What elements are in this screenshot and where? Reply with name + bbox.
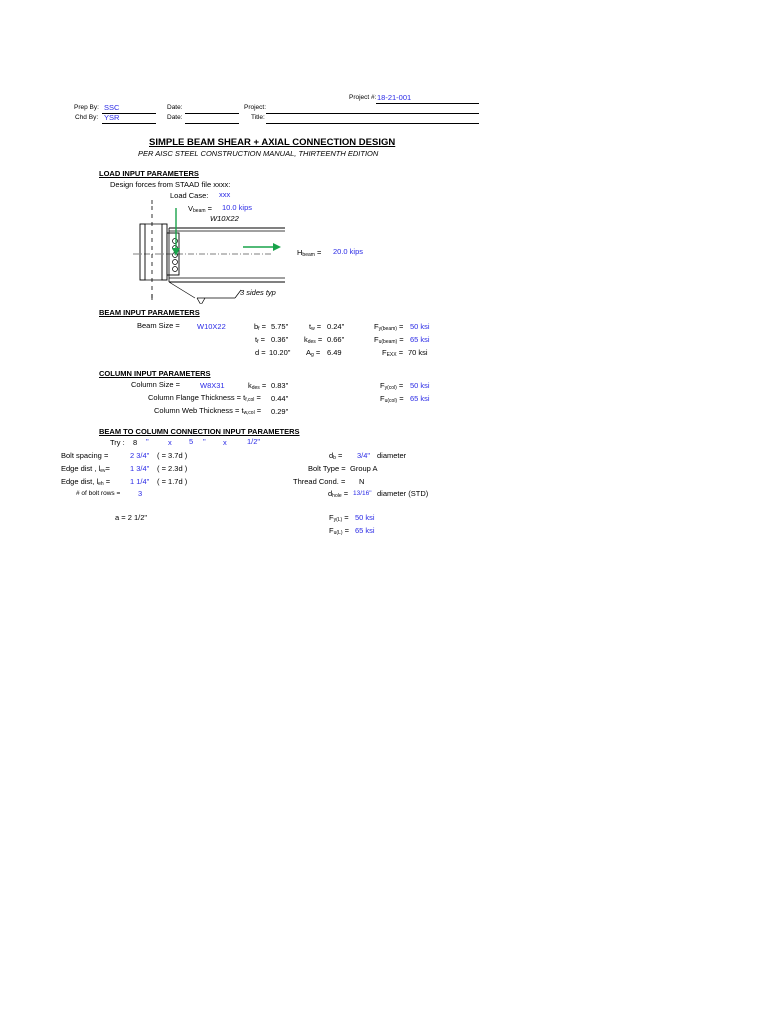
bolt-spacing-value[interactable]: 2 3/4" (130, 451, 150, 460)
column-web-thk-value: 0.29" (271, 407, 289, 416)
column-flange-thk-label: Column Flange Thickness = $t_{f,col}$ = (148, 393, 261, 403)
bolt-diameter-unit: diameter (377, 451, 407, 460)
title-line (266, 123, 479, 124)
column-kdes-label: $k_{des}$ = (248, 381, 267, 391)
bolt-spacing-ratio: ( = 3.7d ) (157, 451, 188, 460)
beam-fy-label: $F_{y(beam)}$ = (374, 322, 404, 332)
column-kdes-value: 0.83" (271, 381, 289, 390)
beam-tf-label: $t_f$ = (255, 335, 265, 345)
beam-tf-value: 0.36" (271, 335, 289, 344)
beam-d-label: d = (255, 348, 266, 357)
beam-tw-value: 0.24" (327, 322, 345, 331)
hole-diameter-label: $d_{hole}$ = (328, 489, 349, 499)
edge-distance-lev-ratio: ( = 2.3d ) (157, 464, 188, 473)
beam-fu-label: $F_{u(beam)}$ = (374, 335, 404, 345)
checked-by-line (102, 123, 156, 124)
column-web-thk-label: Column Web Thickness = $t_{w,col}$ = (154, 406, 262, 416)
angle-fy-label: $F_{y(L)}$ = (329, 513, 349, 523)
project-number-line (376, 103, 479, 104)
load-case-value[interactable]: xxx (219, 190, 231, 199)
beam-kdes-value: 0.66" (327, 335, 345, 344)
bolt-type-label: Bolt Type = (308, 464, 346, 473)
beam-designation-label: W10X22 (210, 214, 239, 223)
bolt-rows-value[interactable]: 3 (138, 489, 143, 498)
beam-d-value: 10.20" (269, 348, 291, 357)
try-first: 8 (133, 438, 138, 447)
edge-distance-leh-ratio: ( = 1.7d ) (157, 477, 188, 486)
column-flange-right (162, 224, 167, 280)
connection-section-heading: BEAM TO COLUMN CONNECTION INPUT PARAMETERS (99, 427, 300, 436)
angle-fu-value[interactable]: 65 ksi (355, 526, 375, 535)
connection-diagram (125, 198, 285, 304)
bolt-type-value: Group A (350, 464, 378, 473)
checked-by-label: Chd By: (75, 114, 99, 121)
column-fu-label: $F_{u(col)}$ = (380, 394, 404, 404)
axial-force-label: $H_{beam}$ = (297, 248, 322, 258)
date-line-1 (185, 113, 239, 114)
column-flange-left (140, 224, 145, 280)
edge-distance-lev-label: Edge dist , $l_{ev}=$ (61, 464, 110, 474)
axial-arrow-head (273, 243, 281, 251)
beam-bf-value: 5.75" (271, 322, 289, 331)
bolt-diameter-value[interactable]: 3/4" (357, 451, 371, 460)
try-second-mark: " (203, 437, 206, 446)
project-label: Project: (244, 104, 267, 111)
beam-tw-label: $t_w$ = (309, 322, 322, 332)
hole-diameter-unit: diameter (STD) (377, 489, 429, 498)
bolt-rows-label: # of bolt rows = (76, 490, 121, 497)
title-label: Title: (251, 114, 265, 121)
load-section-heading: LOAD INPUT PARAMETERS (99, 169, 199, 178)
column-size-label: Column Size = (131, 380, 180, 389)
beam-bf-label: $b_f$ = (254, 322, 267, 332)
thread-condition-label: Thread Cond. = (293, 477, 346, 486)
try-second[interactable]: 5 (189, 437, 194, 446)
try-x-2: x (223, 438, 227, 447)
angle-fy-value[interactable]: 50 ksi (355, 513, 375, 522)
checked-by-value[interactable]: YSR (104, 113, 120, 122)
a-dimension: a = 2 1/2" (115, 513, 148, 522)
load-case-label: Load Case: (170, 191, 209, 200)
try-label: Try : (110, 438, 125, 447)
shear-force-value[interactable]: 10.0 kips (222, 203, 253, 212)
column-fy-value[interactable]: 50 ksi (410, 381, 430, 390)
fexx-value: 70 ksi (408, 348, 428, 357)
edge-distance-leh-value[interactable]: 1 1/4" (130, 477, 150, 486)
edge-distance-leh-label: Edge dist, $l_{eh}$ = (61, 477, 111, 487)
beam-section-heading: BEAM INPUT PARAMETERS (99, 308, 200, 317)
date-line-2 (185, 123, 239, 124)
document-title: SIMPLE BEAM SHEAR + AXIAL CONNECTION DESIGN (149, 137, 396, 148)
beam-size-label: Beam Size = (137, 321, 180, 330)
column-size-value[interactable]: W8X31 (200, 381, 225, 390)
bolt-spacing-label: Bolt spacing = (61, 451, 109, 460)
prep-by-label: Prep By: (74, 104, 99, 111)
angle-fu-label: $F_{u(L)}$ = (329, 526, 349, 536)
bolt-diameter-label: $d_b$ = (329, 451, 343, 461)
beam-size-value[interactable]: W10X22 (197, 322, 226, 331)
beam-ag-value: 6.49 (327, 348, 342, 357)
weld-note: 3 sides typ (240, 288, 276, 297)
try-third[interactable]: 1/2" (247, 437, 261, 446)
beam-fy-value[interactable]: 50 ksi (410, 322, 430, 331)
date-label-1: Date: (167, 104, 183, 111)
fexx-label: $F_{EXX}$ = (382, 348, 404, 358)
shear-force-label: $V_{beam}$ = (188, 204, 212, 214)
thread-condition-value: N (359, 477, 365, 486)
column-flange-thk-value: 0.44" (271, 394, 289, 403)
column-fy-label: $F_{y(col)}$ = (380, 381, 404, 391)
try-x-1: x (168, 438, 172, 447)
date-label-2: Date: (167, 114, 183, 121)
design-forces-note: Design forces from STAAD file xxxx: (110, 180, 231, 189)
try-first-mark: " (146, 437, 149, 446)
project-number-label: Project #: (349, 94, 377, 101)
axial-force-value[interactable]: 20.0 kips (333, 247, 364, 256)
project-number-value[interactable]: 18-21-001 (377, 93, 412, 102)
column-section-heading: COLUMN INPUT PARAMETERS (99, 369, 211, 378)
column-fu-value[interactable]: 65 ksi (410, 394, 430, 403)
edge-distance-lev-value[interactable]: 1 3/4" (130, 464, 150, 473)
document-subtitle: PER AISC STEEL CONSTRUCTION MANUAL, THIRTEENTH EDITION (138, 149, 379, 158)
beam-kdes-label: $k_{des}$ = (304, 335, 323, 345)
project-line (266, 113, 479, 114)
prep-by-value[interactable]: SSC (104, 103, 120, 112)
beam-fu-value[interactable]: 65 ksi (410, 335, 430, 344)
beam-ag-label: $A_g$ = (306, 348, 321, 358)
hole-diameter-value[interactable]: 13/16" (353, 490, 372, 497)
